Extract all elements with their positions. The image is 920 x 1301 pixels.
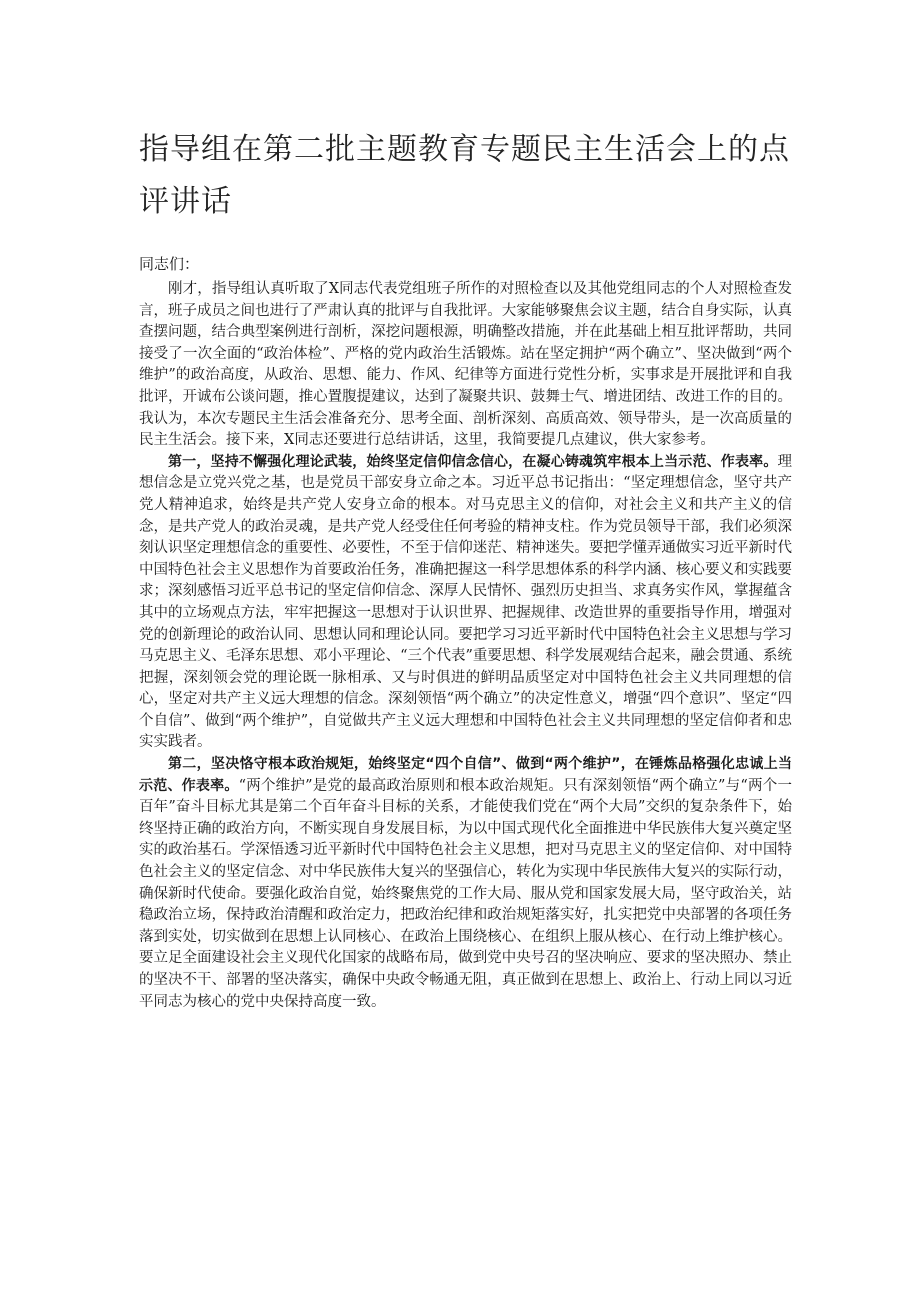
paragraph-first-point bbox=[139, 452, 792, 754]
document-page bbox=[139, 124, 792, 1013]
paragraph-body: 理想信念是立党兴党之基，也是党员干部安身立命之本。习近平总书记指出：“坚定理想信念，坚守共产党人精神追求，始终是共产党人安身立命的根本。对马克思主义的信仰，对社会主义和共产主义的信念，是共产党人的政治灵魂，是共产党人经受住任何考验的精神支柱。作为党员领导干部，我们必须深刻认识坚定理想信念的重要性、必要性，不至于信仰迷茫、精神迷失。要把学懂弄通做实习近平新时代中国特色社会主义思想作为首要政治任务，准确把握这一科学思想体系的科学内涵、核心要义和实践要求；深刻感悟习近平总书记的坚定信仰信念、深厚人民情怀、强烈历史担当、求真务实作风，掌握蕴含其中的立场观点方法，牢牢把握这一思想对于认识世界、把握规律、改造世界的重要指导作用，增强对党的创新理论的政治认同、思想认同和理论认同。要把学习习近平新时代中国特色社会主义思想与学习马克思主义、毛泽东思想、邓小平理论、“三个代表”重要思想、科学发展观结合起来，融会贯通、系统把握，深刻领会党的理论既一脉相承、又与时俱进的鲜明品质坚定对中国特色社会主义共同理想的信心，坚定对共产主义远大理想的信念。深刻领悟“两个确立”的决定性意义，增强“四个意识”、坚定“四个自信”、做到“两个维护”，自觉做共产主义远大理想和中国特色社会主义共同理想的坚定信仰者和忠实实践者。 bbox=[139, 453, 792, 751]
document-title: 指导组在第二批主题教育专题民主生活会上的点评讲话 bbox=[139, 132, 790, 219]
greeting: 同志们： bbox=[139, 255, 200, 273]
paragraph-second-point bbox=[139, 754, 792, 1013]
paragraph-body: “两个维护”是党的最高政治原则和根本政治规矩。只有深刻领悟“两个确立”与“两个一百年”奋斗目标尤其是第二个百年奋斗目标的关系，才能使我们党在“两个大局”交织的复杂条件下，始终坚持正确的政治方向，不断实现自身发展目标，为以中国式现代化全面推进中华民族伟大复兴奠定坚实的政治基石。学深悟透习近平新时代中国特色社会主义思想，把对马克思主义的坚定信仰、对中国特色社会主义的坚定信念、对中华民族伟大复兴的坚强信心，转化为实现中华民族伟大复兴的实际行动，确保新时代使命。要强化政治自觉，始终聚焦党的工作大局、服从党和国家发展大局，坚守政治关，站稳政治立场，保持政治清醒和政治定力，把政治纪律和政治规矩落实好，扎实把党中央部署的各项任务落到实处，切实做到在思想上认同核心、在政治上围绕核心、在组织上服从核心、在行动上维护核心。要立足全面建设社会主义现代化国家的战略布局，做到党中央号召的坚决响应、要求的坚决照办、禁止的坚决不干、部署的坚决落实，确保中央政令畅通无阻，真正做到在思想上、政治上、行动上同以习近平同志为核心的党中央保持高度一致。 bbox=[139, 777, 793, 1010]
paragraph-lead: 第一，坚持不懈强化理论武装，始终坚定信仰信念信心，在凝心铸魂筑牢根本上当示范、作表率。 bbox=[168, 453, 778, 470]
paragraph-intro bbox=[139, 279, 792, 452]
paragraph-body: 刚才，指导组认真听取了X同志代表党组班子所作的对照检查以及其他党组同志的个人对照检查发言，班子成员之间也进行了严肃认真的批评与自我批评。大家能够聚焦会议主题，结合自身实际，认真查摆问题，结合典型案例进行剖析，深挖问题根源，明确整改措施，并在此基础上相互批评帮助，共同接受了一次全面的“政治体检”、严格的党内政治生活锻炼。站在坚定拥护“两个确立”、坚决做到“两个维护”的政治高度，从政治、思想、能力、作风、纪律等方面进行党性分析，实事求是开展批评和自我批评，开诚布公谈问题，推心置腹提建议，达到了凝聚共识、鼓舞士气、增进团结、改进工作的目的。我认为，本次专题民主生活会准备充分、思考全面、剖析深刻、高质高效、领导带头，是一次高质量的民主生活会。接下来，X同志还要进行总结讲话，这里，我简要提几点建议，供大家参考。 bbox=[139, 281, 792, 449]
paragraph-lead: 第二，坚决恪守根本政治规矩，始终坚定“四个自信”、做到“两个维护”，在锤炼品格强化忠诚上当示范、作表率。 bbox=[139, 756, 792, 794]
